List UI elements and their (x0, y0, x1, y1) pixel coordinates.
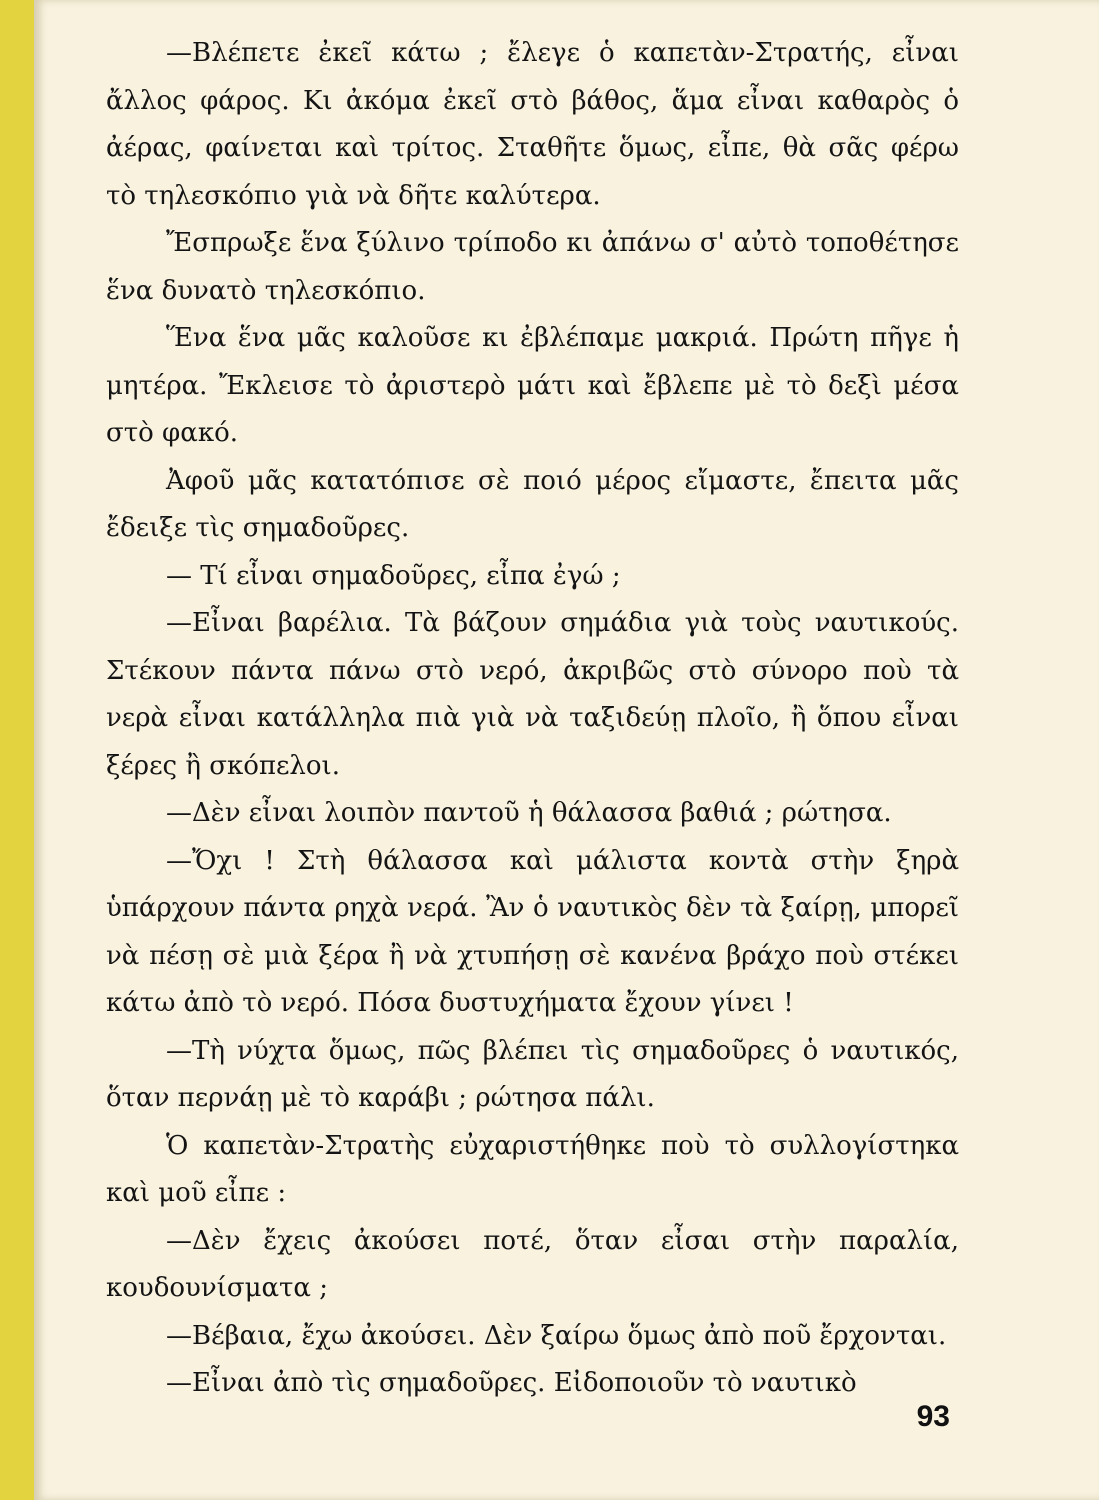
paragraph: —Δὲν ἔχεις ἀκούσει ποτέ, ὅταν εἶσαι στὴν παραλία, κουδουνίσματα ; (106, 1225, 959, 1303)
paragraph: —Δὲν εἶναι λοιπὸν παντοῦ ἡ θάλασσα βαθιά ; ρώτησα. (166, 798, 892, 828)
paragraph: —Βλέπετε ἐκεῖ κάτω ; ἔλεγε ὁ καπετὰν-Στρατής, εἶναι ἄλλος φάρος. Κι ἀκόμα ἐκεῖ στὸ βάθος, ἅμα εἶναι καθαρὸς ὁ ἀέρας, φαίνεται καὶ τρίτος. Σταθῆτε ὅμως, εἶπε, θὰ σᾶς φέρω τὸ τηλεσκόπιο γιὰ νὰ δῆτε καλύτερα. (106, 38, 959, 211)
paragraph: Ὁ καπετὰν-Στρατὴς εὐχαριστήθηκε ποὺ τὸ συλλογίστηκα καὶ μοῦ εἶπε : (106, 1130, 959, 1208)
paragraph: —Βέβαια, ἔχω ἀκούσει. Δὲν ξαίρω ὅμως ἀπὸ ποῦ ἔρχονται. (166, 1320, 947, 1351)
paragraph: —Εἶναι βαρέλια. Τὰ βάζουν σημάδια γιὰ τοὺς ναυτικούς. Στέκουν πάντα πάνω στὸ νερό, ἀκριβῶς στὸ σύνορο ποὺ τὰ νερὰ εἶναι κατάλληλα πιὰ γιὰ νὰ ταξιδεύῃ πλοῖο, ἢ ὅπου εἶναι ξέρες ἢ σκόπελοι. (106, 608, 959, 781)
paragraph: —Εἶναι ἀπὸ τὶς σημαδοῦρες. Εἰδοποιοῦν τὸ ναυτικὸ (166, 1368, 857, 1398)
paragraph: Ἀφοῦ μᾶς κατατόπισε σὲ ποιό μέρος εἴμαστε, ἔπειτα μᾶς ἔδειξε τὶς σημαδοῦρες. (106, 465, 959, 543)
paragraph: —Τὴ νύχτα ὅμως, πῶς βλέπει τὶς σημαδοῦρες ὁ ναυτικός, ὅταν περνάῃ μὲ τὸ καράβι ; ρώτησα πάλι. (106, 1035, 959, 1113)
page-number: 93 (916, 1400, 950, 1433)
paragraph: —Ὄχι ! Στὴ θάλασσα καὶ μάλιστα κοντὰ στὴν ξηρὰ ὑπάρχουν πάντα ρηχὰ νερά. Ἂν ὁ ναυτικὸς δὲν τὰ ξαίρῃ, μπορεῖ νὰ πέσῃ σὲ μιὰ ξέρα ἢ νὰ χτυπήσῃ σὲ κανένα βράχο ποὺ στέκει κάτω ἀπὸ τὸ νερό. Πόσα δυστυχήματα ἔχουν γίνει ! (106, 845, 959, 1018)
paragraph: Ἔσπρωξε ἕνα ξύλινο τρίποδο κι ἀπάνω σ' αὐτὸ τοποθέτησε ἕνα δυνατὸ τηλεσκόπιο. (106, 228, 959, 306)
page-text (106, 30, 959, 1408)
paragraph: Ἕνα ἕνα μᾶς καλοῦσε κι ἐβλέπαμε μακριά. Πρώτη πῆγε ἡ μητέρα. Ἔκλεισε τὸ ἀριστερὸ μάτι καὶ ἔβλεπε μὲ τὸ δεξὶ μέσα στὸ φακό. (106, 323, 959, 448)
paragraph: — Τί εἶναι σημαδοῦρες, εἶπα ἐγώ ; (166, 560, 621, 591)
book-page (34, 0, 1099, 1500)
